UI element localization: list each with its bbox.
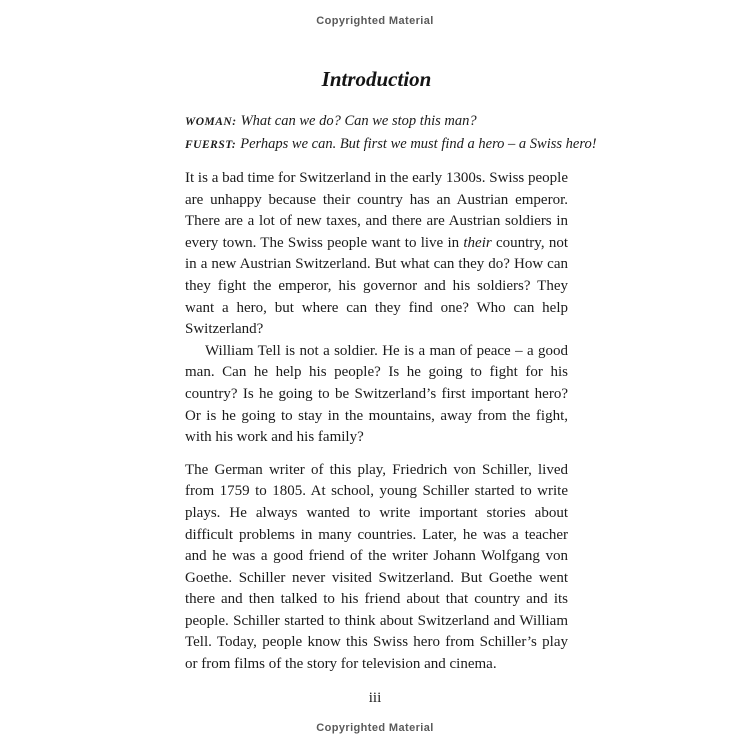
dialogue-text: Perhaps we can. But first we must find a hero – a Swiss hero!	[240, 135, 597, 152]
paragraph-1-emphasized-word: their	[463, 234, 492, 251]
dialogue-line	[185, 111, 568, 134]
speaker-label-woman: WOMAN:	[185, 116, 237, 128]
dialogue-text: What can we do? Can we stop this man?	[240, 113, 477, 129]
dialogue-line	[185, 134, 597, 157]
intro-paragraph-1	[185, 168, 568, 341]
copyright-notice-top: Copyrighted Material	[316, 15, 434, 27]
paragraph-1-text-before: It is a bad time for Switzerland in the early 1300s. Swiss people are unhappy because their country has an Austrian emperor. There are a lot of new taxes, and there are Austrian soldiers in every town. The Swiss people want to live in	[185, 170, 568, 251]
copyright-notice-bottom: Copyrighted Material	[316, 722, 434, 734]
page-number: iii	[368, 690, 382, 706]
page-title: Introduction	[321, 67, 432, 91]
intro-paragraph-2: William Tell is not a soldier. He is a man of peace – a good man. Can he help his people? Is he going to fight for his country? Is he going to be Switzerland’s first important hero? Or is he going to stay in the mountains, away from the fight, with his work and his family?	[185, 342, 568, 446]
paragraph-1-text-after: country, not in a new Austrian Switzerland. But what can they do? How can they fight the emperor, his governor and his soldiers? They want a hero, but where can they find one? Who can help Switzerland?	[185, 234, 568, 338]
book-page-body	[185, 66, 597, 676]
dialogue-block	[185, 111, 597, 156]
speaker-label-fuerst: FUERST:	[185, 138, 237, 151]
intro-paragraph-3: The German writer of this play, Friedrich von Schiller, lived from 1759 to 1805. At school, young Schiller started to write plays. He always wanted to write important stories about difficult problems in many countries. Later, he was a teacher and he was a good friend of the writer Johann Wolfgang von Goethe. Schiller never visited Switzerland. But Goethe went there and then talked to his friend about that country and its people. Schiller started to think about Switzerland and William Tell. Today, people know this Swiss hero from Schiller’s play or from films of the story for television and cinema.	[185, 461, 568, 673]
